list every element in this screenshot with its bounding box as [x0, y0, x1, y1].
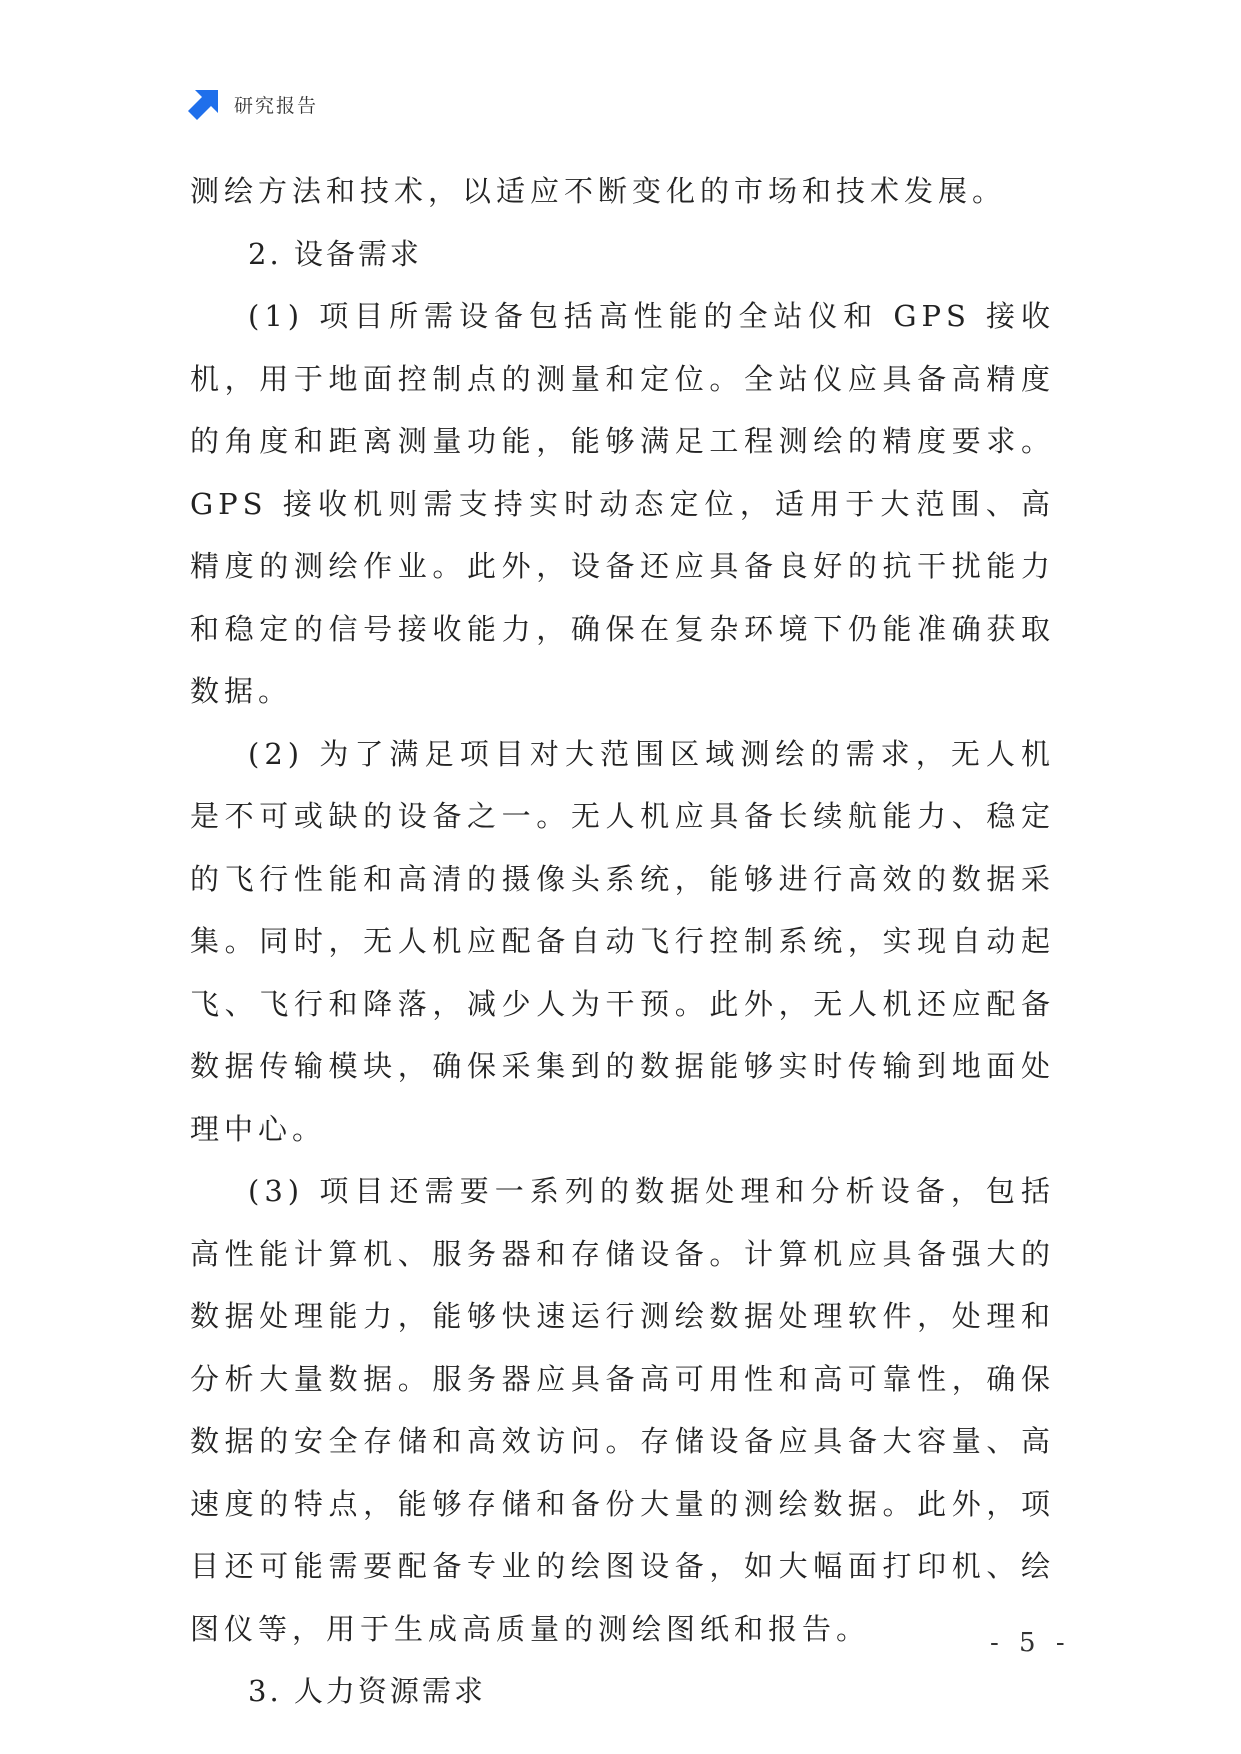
document-body [190, 160, 1055, 1723]
section-heading-equipment: 2. 设备需求 [248, 236, 422, 271]
page-header [188, 86, 318, 122]
paragraph-1: (1) 项目所需设备包括高性能的全站仪和 GPS 接收机，用于地面控制点的测量和定位。全站仪应具备高精度的角度和距离测量功能，能够满足工程测绘的精度要求。GPS 接收机则需支持实时动态定位，适用于大范围、高精度的测绘作业。此外，设备还应具备良好的抗干扰能力和稳定的信号接收能力，确保在复杂环境下仍能准确获取数据。 [190, 299, 1055, 708]
arrow-up-right-icon [188, 88, 220, 120]
paragraph-2: (2) 为了满足项目对大范围区域测绘的需求，无人机是不可或缺的设备之一。无人机应具备长续航能力、稳定的飞行性能和高清的摄像头系统，能够进行高效的数据采集。同时，无人机应配备自动飞行控制系统，实现自动起飞、飞行和降落，减少人为干预。此外，无人机还应配备数据传输模块，确保采集到的数据能够实时传输到地面处理中心。 [190, 736, 1055, 1146]
section-heading-hr: 3. 人力资源需求 [248, 1674, 486, 1708]
header-title: 研究报告 [234, 94, 319, 117]
continuation-paragraph: 测绘方法和技术，以适应不断变化的市场和技术发展。 [190, 174, 1007, 208]
page-number: - 5 - [990, 1628, 1071, 1658]
paragraph-3: (3) 项目还需要一系列的数据处理和分析设备，包括高性能计算机、服务器和存储设备。计算机应具备强大的数据处理能力，能够快速运行测绘数据处理软件，处理和分析大量数据。服务器应具备高可用性和高可靠性，确保数据的安全存储和高效访问。存储设备应具备大容量、高速度的特点，能够存储和备份大量的测绘数据。此外，项目还可能需要配备专业的绘图设备，如大幅面打印机、绘图仪等，用于生成高质量的测绘图纸和报告。 [190, 1174, 1055, 1646]
